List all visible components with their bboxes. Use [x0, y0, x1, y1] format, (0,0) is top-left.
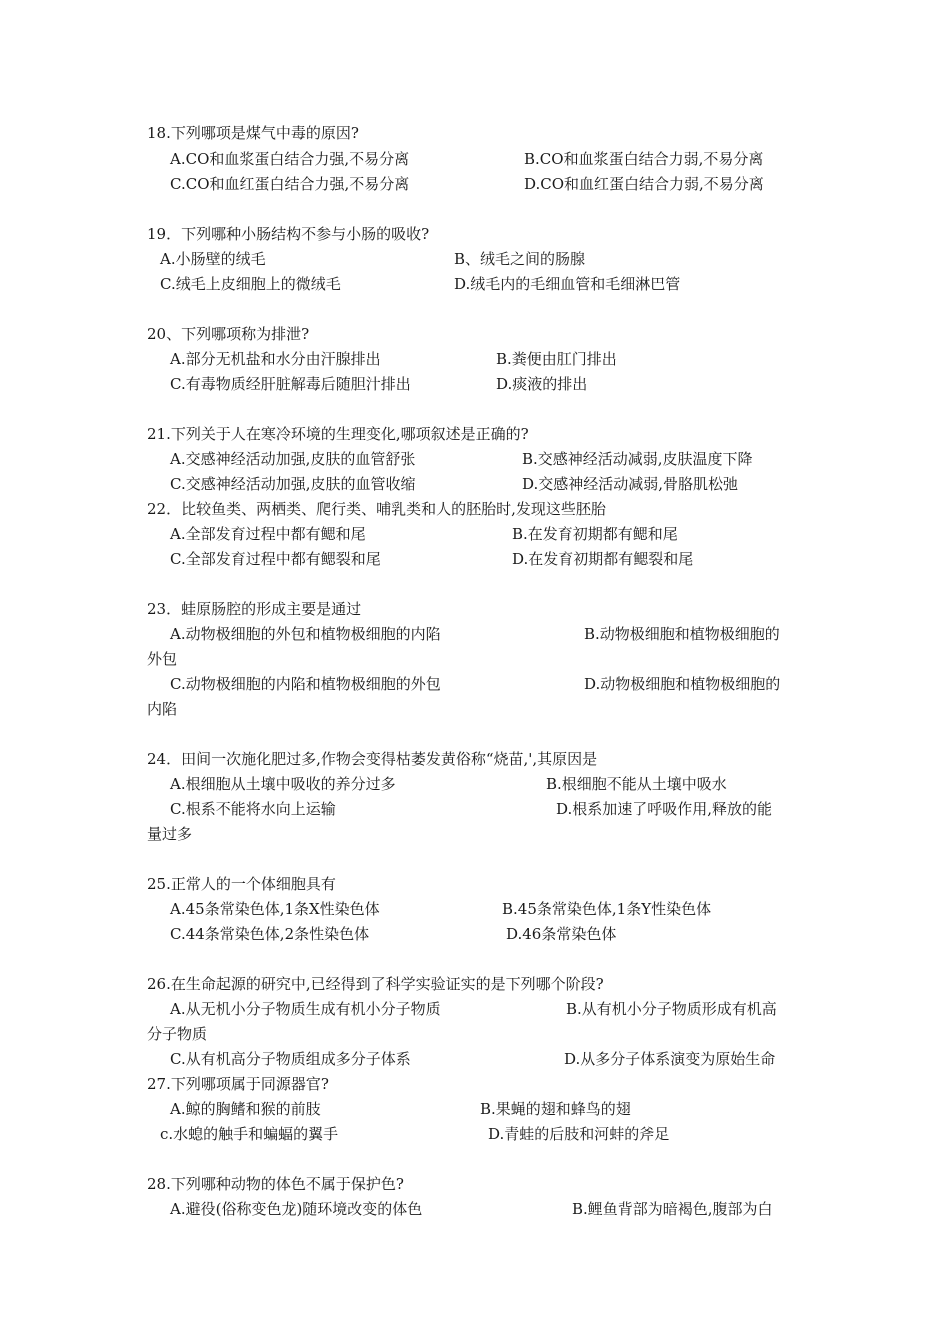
question-23-option-d-wrap: 内陷	[147, 700, 178, 718]
question-22-option-c: C.全部发育过程中都有鳃裂和尾	[170, 550, 381, 568]
question-27-option-d: D.青蛙的后肢和河蚌的斧足	[488, 1125, 670, 1143]
question-24-option-d: D.根系加速了呼吸作用,释放的能	[556, 800, 773, 818]
question-20-stem: 20、下列哪项称为排泄?	[147, 325, 310, 343]
question-19-option-b: B、绒毛之间的肠腺	[454, 250, 586, 268]
question-25-option-d: D.46条常染色体	[506, 925, 617, 943]
question-26-option-c: C.从有机高分子物质组成多分子体系	[170, 1050, 411, 1068]
question-20-option-d: D.痰液的排出	[496, 375, 588, 393]
question-21-option-a: A.交感神经活动加强,皮肤的血管舒张	[170, 450, 416, 468]
question-18-option-d: D.CO和血红蛋白结合力弱,不易分离	[524, 175, 764, 193]
question-18-option-a: A.CO和血浆蛋白结合力强,不易分离	[170, 150, 410, 168]
question-25-option-b: B.45条常染色体,1条Y性染色体	[502, 900, 712, 918]
question-19-stem: 19．下列哪种小肠结构不参与小肠的吸收?	[147, 225, 430, 243]
question-24-stem: 24．田间一次施化肥过多,作物会变得枯萎发黄俗称“烧苗,',其原因是	[147, 750, 598, 768]
question-19-option-a: A.小肠壁的绒毛	[160, 250, 266, 268]
question-26-option-b-wrap: 分子物质	[147, 1025, 208, 1043]
question-26-option-a: A.从无机小分子物质生成有机小分子物质	[170, 1000, 441, 1018]
question-24-option-b: B.根细胞不能从土壤中吸水	[546, 775, 727, 793]
question-20-option-c: C.有毒物质经肝脏解毒后随胆汁排出	[170, 375, 411, 393]
question-21-option-d: D.交感神经活动减弱,骨胳肌松弛	[522, 475, 739, 493]
question-23-option-b: B.动物极细胞和植物极细胞的	[584, 625, 780, 643]
question-24-option-c: C.根系不能将水向上运输	[170, 800, 336, 818]
question-18-option-b: B.CO和血浆蛋白结合力弱,不易分离	[524, 150, 764, 168]
question-22-option-d: D.在发育初期都有鳃裂和尾	[512, 550, 694, 568]
question-24-option-d-wrap: 量过多	[147, 825, 193, 843]
question-26-option-d: D.从多分子体系演变为原始生命	[564, 1050, 776, 1068]
question-25-stem: 25.正常人的一个体细胞具有	[147, 875, 336, 893]
question-28-stem: 28.下列哪种动物的体色不属于保护色?	[147, 1175, 404, 1193]
question-21-option-c: C.交感神经活动加强,皮肤的血管收缩	[170, 475, 416, 493]
question-27-option-c: c.水螅的触手和蝙蝠的翼手	[160, 1125, 339, 1143]
question-20-option-a: A.部分无机盐和水分由汗腺排出	[170, 350, 381, 368]
question-27-stem: 27.下列哪项属于同源器官?	[147, 1075, 329, 1093]
question-26-option-b: B.从有机小分子物质形成有机高	[566, 1000, 777, 1018]
question-19-option-c: C.绒毛上皮细胞上的微绒毛	[160, 275, 341, 293]
question-25-option-a: A.45条常染色体,1条X性染色体	[170, 900, 380, 918]
question-21-stem: 21.下列关于人在寒冷环境的生理变化,哪项叙述是正确的?	[147, 425, 529, 443]
question-20-option-b: B.粪便由肛门排出	[496, 350, 617, 368]
question-27-option-b: B.果蝇的翅和蜂鸟的翅	[480, 1100, 631, 1118]
question-26-stem: 26.在生命起源的研究中,已经得到了科学实验证实的是下列哪个阶段?	[147, 975, 604, 993]
question-28-option-b: B.鲤鱼背部为暗褐色,腹部为白	[572, 1200, 773, 1218]
question-23-option-d: D.动物极细胞和植物极细胞的	[584, 675, 781, 693]
question-22-stem: 22．比较鱼类、两栖类、爬行类、哺乳类和人的胚胎时,发现这些胚胎	[147, 500, 606, 518]
question-22-option-a: A.全部发育过程中都有鳃和尾	[170, 525, 366, 543]
question-19-option-d: D.绒毛内的毛细血管和毛细淋巴管	[454, 275, 681, 293]
question-23-stem: 23．蛙原肠腔的形成主要是通过	[147, 600, 362, 618]
question-23-option-b-wrap: 外包	[147, 650, 178, 668]
question-22-option-b: B.在发育初期都有鳃和尾	[512, 525, 678, 543]
question-23-option-c: C.动物极细胞的内陷和植物极细胞的外包	[170, 675, 441, 693]
question-25-option-c: C.44条常染色体,2条性染色体	[170, 925, 370, 943]
question-23-option-a: A.动物极细胞的外包和植物极细胞的内陷	[170, 625, 441, 643]
question-27-option-a: A.鲸的胸鳍和猴的前肢	[170, 1100, 321, 1118]
question-28-option-a: A.避役(俗称变色龙)随环境改变的体色	[170, 1200, 423, 1218]
question-21-option-b: B.交感神经活动减弱,皮肤温度下降	[522, 450, 753, 468]
question-24-option-a: A.根细胞从土壤中吸收的养分过多	[170, 775, 396, 793]
question-18-option-c: C.CO和血红蛋白结合力强,不易分离	[170, 175, 410, 193]
question-18-stem: 18.下列哪项是煤气中毒的原因?	[147, 124, 359, 142]
